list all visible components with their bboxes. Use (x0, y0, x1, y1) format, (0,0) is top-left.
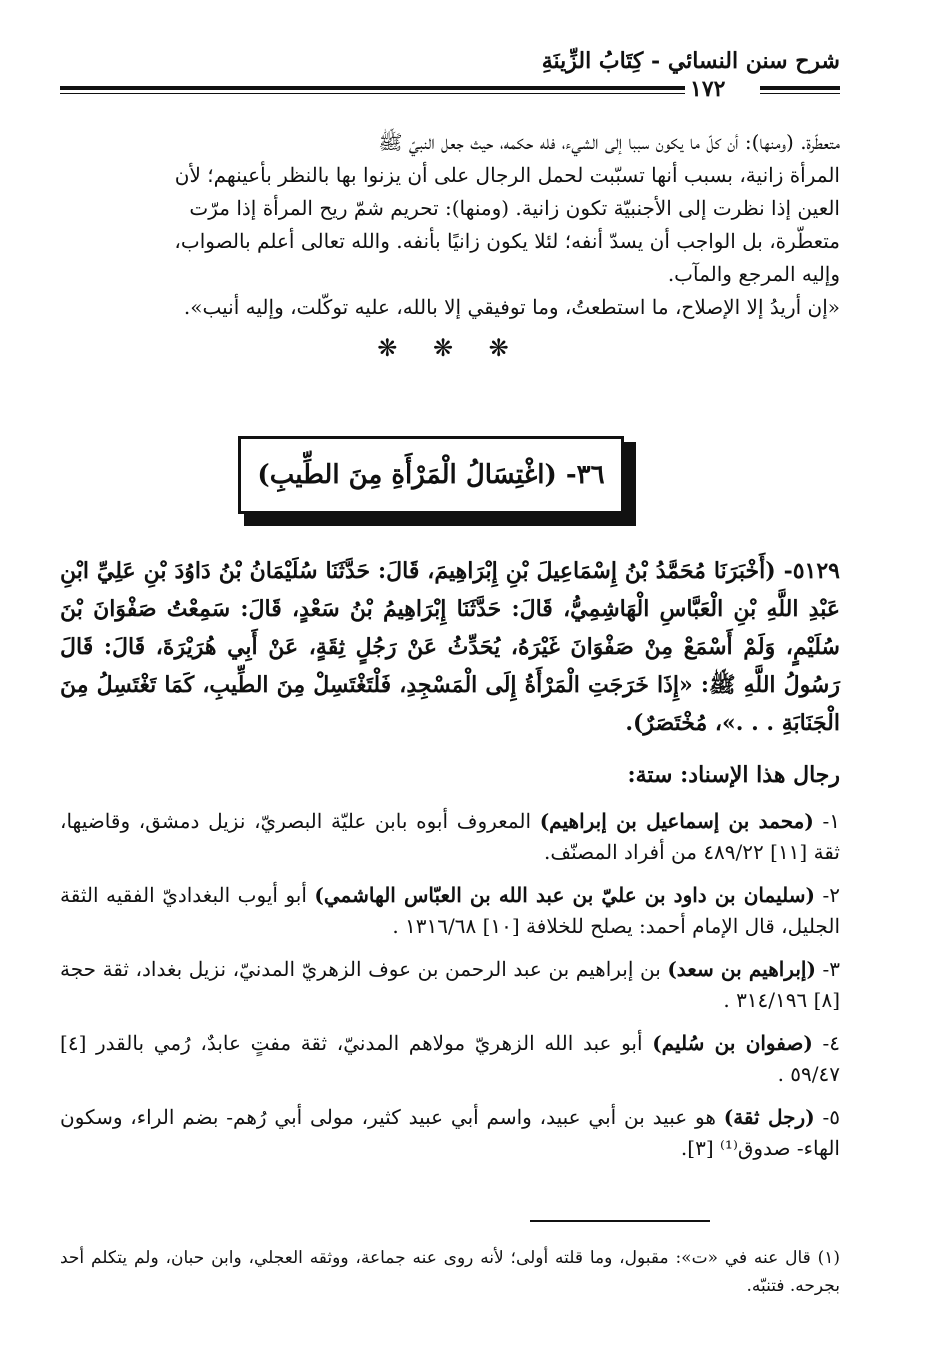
narrator-item (60, 880, 840, 942)
running-title: شرح سنن النسائي - كِتَابُ الزِّينَةِ (541, 48, 840, 74)
narrator-number: ٣- (822, 957, 841, 981)
narrators-title: رجال هذا الإسناد: ستة: (627, 762, 840, 788)
closing-quote: «إن أريدُ إلا الإصلاح، ما استطعتُ، وما توفيقي إلا بالله، عليه توكّلت، وإليه أنيب». (183, 295, 840, 319)
narrator-description: أبو أيوب البغداديّ الفقيه الثقة الجليل، قال الإمام أحمد: يصلح للخلافة [١٠] ١٣١٦/٦٨ . (60, 883, 840, 938)
intro-line: المرأة زانية، بسبب أنها تسبّبت لحمل الرجال على أن يزنوا بها بالنظر بأعينهم؛ لأن (174, 163, 840, 187)
narrator-name: (محمد بن إسماعيل بن إبراهيم) (539, 809, 814, 833)
chapter-heading: ٣٦- (اغْتِسَالُ الْمَرْأَةِ مِنَ الطِّيبِ) (238, 436, 624, 514)
narrator-description: بن إبراهيم بن عبد الرحمن بن عوف الزهريّ المدنيّ، نزيل بغداد، ثقة حجة [٨] ٣١٤/١٩٦ . (60, 957, 840, 1012)
header-rule-thin (60, 93, 685, 94)
narrators-list (60, 806, 840, 1176)
intro-line: متعطّرة. (ومنها): أن كلّ ما يكون سببا إلى الشيء، فله حكمه، حيث جعل النبيّ ﷺ (378, 130, 840, 154)
hadith-text: ٥١٢٩- (أَخْبَرَنَا مُحَمَّدُ بْنُ إِسْمَاعِيلَ بْنِ إِبْرَاهِيمَ، قَالَ: حَدَّثَنَا سُلَيْمَانُ بْنُ دَاوُدَ بْنِ عَلِيِّ ابْنِ عَبْدِ اللَّهِ بْنِ الْعَبَّاسِ الْهَاشِمِيُّ، قَالَ: حَدَّثَنَا إِبْرَاهِيمُ بْنُ سَعْدٍ، قَالَ: سَمِعْتُ صَفْوَانَ بْنَ سُلَيْمٍ، وَلَمْ أَسْمَعْ مِنْ صَفْوَانَ غَيْرَهُ، يُحَدِّثُ عَنْ رَجُلٍ ثِقَةٍ، عَنْ أَبِي هُرَيْرَةَ، قَالَ: قَالَ رَسُولُ اللَّهِ ﷺ: «إِذَا خَرَجَتِ الْمَرْأَةُ إِلَى الْمَسْجِدِ، فَلْتَغْتَسِلْ مِنَ الطِّيبِ، كَمَا تَغْتَسِلُ مِنَ الْجَنَابَةِ . . .»، مُخْتَصَرٌ). (60, 558, 840, 736)
footnote-separator (530, 1220, 710, 1222)
page-number-rule-thin (760, 93, 840, 94)
narrator-description: المعروف أبوه بابن عليّة البصريّ، نزيل دمشق، وقاضيها، ثقة [١١] ٤٨٩/٢٢ من أفراد المصنّف. (60, 809, 840, 864)
chapter-heading-box (238, 436, 630, 520)
narrator-number: ٥- (822, 1105, 841, 1129)
narrator-number: ٢- (822, 883, 840, 907)
header-rule-thick (60, 86, 685, 90)
narrator-item (60, 806, 840, 868)
header-rules (60, 86, 840, 102)
intro-line: وإليه المرجع والمآب. (667, 262, 840, 286)
page-number: ١٧٢ (690, 76, 726, 102)
section-divider-stars: ❋ ❋ ❋ (377, 334, 523, 362)
narrator-name: (سليمان بن داود بن عليّ بن عبد الله بن العبّاس الهاشمي) (314, 883, 815, 907)
footnote: (١) قال عنه في «ت»: مقبول، وما قلته أولى؛ لأنه روى عنه جماعة، ووثقه العجلي، وابن حبان، ولم يتكلم أحد بجرحه. فتنبّه. (60, 1248, 840, 1296)
narrator-description: هو عبيد بن أبي عبيد، واسم أبي عبيد كثير، مولى أبي رُهم- بضم الراء، وسكون الهاء- صدوق⁽¹⁾ [٣]. (60, 1105, 840, 1160)
narrator-number: ٤- (822, 1031, 841, 1055)
narrator-item (60, 954, 840, 1016)
intro-line: متعطّرة، بل الواجب أن يسدّ أنفه؛ لئلا يكون زانيًا بأنفه. والله تعالى أعلم بالصواب، (174, 229, 840, 253)
intro-line: العين إذا نظرت إلى الأجنبيّة تكون زانية. (ومنها): تحريم شمّ ريح المرأة إذا مرّت (189, 196, 840, 220)
narrator-name: (إبراهيم بن سعد) (667, 957, 816, 981)
narrator-name: (صفوان بن سُليم) (652, 1031, 813, 1055)
narrator-description: أبو عبد الله الزهريّ مولاهم المدنيّ، ثقة مفتٍ عابدٌ، رُمي بالقدر [٤] ٥٩/٤٧ . (60, 1031, 840, 1086)
narrator-item (60, 1028, 840, 1090)
narrator-number: ١- (822, 809, 841, 833)
intro-paragraph (60, 126, 840, 365)
page-number-rule-thick (760, 86, 840, 90)
narrator-name: (رجل ثقة) (723, 1105, 815, 1129)
narrator-item (60, 1102, 840, 1164)
